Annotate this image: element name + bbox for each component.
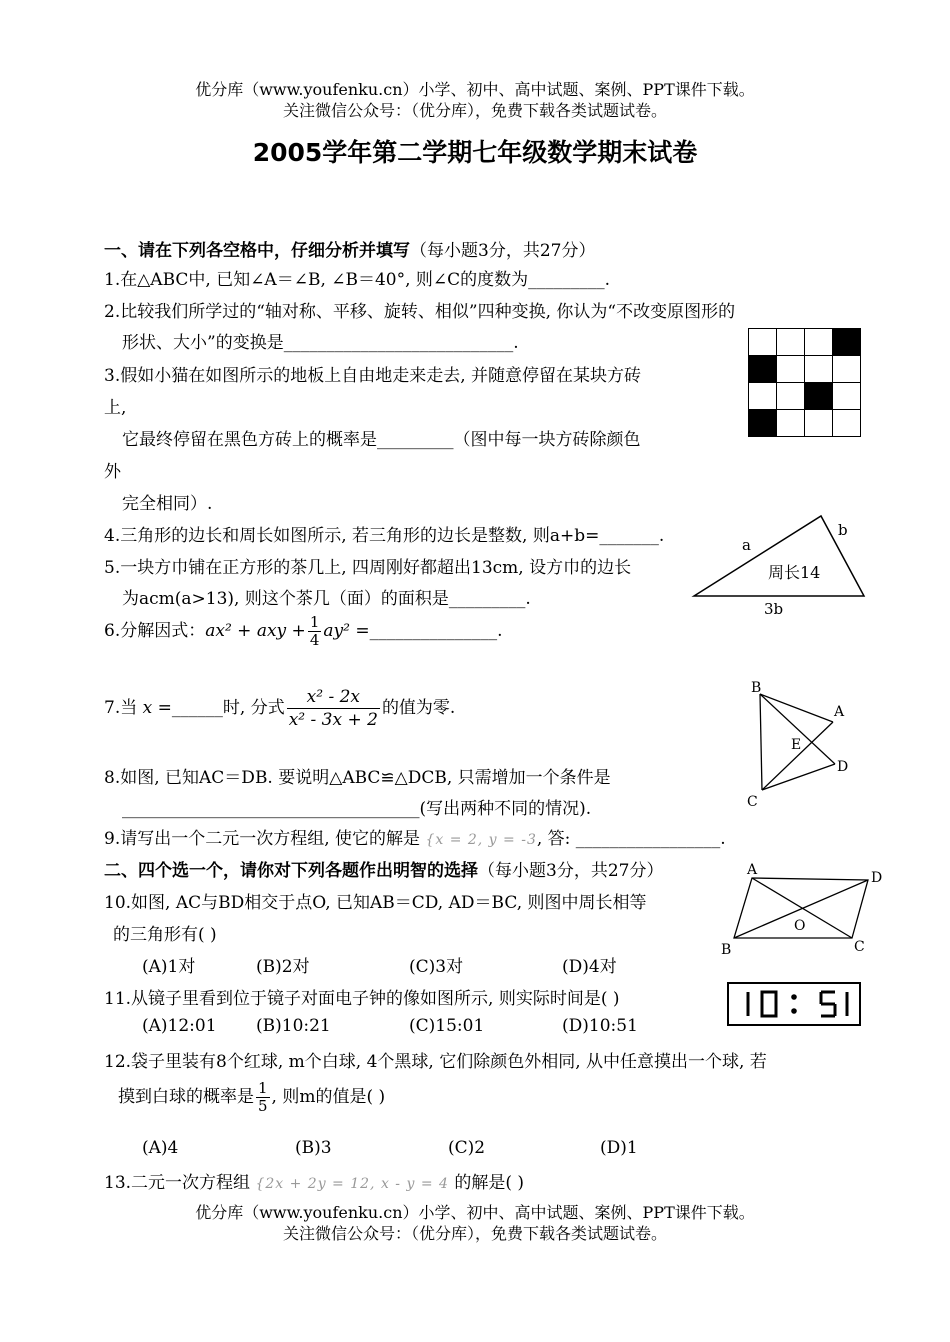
- question-9-system: {x = 2, y = -3: [425, 832, 537, 848]
- question-13-prefix: 13.二元一次方程组: [104, 1173, 251, 1193]
- tile-floor-figure: [748, 328, 861, 437]
- triangle-label-b: b: [838, 521, 848, 539]
- question-6-frac-num: 1: [309, 613, 320, 631]
- question-13: [104, 1168, 524, 1193]
- question-6-frac-den: 4: [309, 631, 320, 649]
- section-2-heading: [104, 856, 663, 881]
- q8-label-A: A: [834, 704, 845, 720]
- question-12-frac-den: 5: [258, 1097, 268, 1115]
- question-3-line-4: 外: [104, 462, 121, 482]
- section-2-note: （每小题3分，共27分）: [478, 861, 664, 881]
- triangle-label-a: a: [742, 536, 751, 554]
- question-10-option-c: (C)3对: [409, 957, 464, 977]
- question-12-fraction: [256, 1080, 270, 1115]
- question-7-suffix: 的值为零.: [381, 698, 456, 718]
- header-line-1: 优分库（www.youfenku.cn）小学、初中、高中试题、案例、PPT课件下载。: [195, 80, 755, 99]
- question-12-line-1: 12.袋子里装有8个红球, m个白球, 4个黑球, 它们除颜色外相同, 从中任意摸出一个球, 若: [104, 1052, 767, 1072]
- question-1: 1.在△ABC中, 已知∠A＝∠B, ∠B＝40°, 则∠C的度数为_________.: [104, 270, 611, 290]
- question-7: [104, 686, 455, 731]
- q8-label-C: C: [747, 794, 758, 810]
- question-6-prefix: 6.分解因式：: [104, 621, 206, 641]
- section-1-note: （每小题3分，共27分）: [410, 241, 596, 261]
- question-2-line-2: 形状、大小”的变换是___________________________.: [122, 333, 519, 353]
- question-3-line-3: 它最终停留在黑色方砖上的概率是_________（图中每一块方砖除颜色: [122, 430, 641, 450]
- parallelogram-figure: [714, 858, 889, 960]
- question-10-option-d: (D)4对: [562, 957, 617, 977]
- question-7-var: x =: [142, 698, 172, 718]
- question-10-option-a: (A)1对: [142, 957, 196, 977]
- triangle-label-3b: 3b: [764, 600, 784, 618]
- mirror-clock-figure: [727, 982, 861, 1026]
- clock-digits-icon: [729, 984, 859, 1024]
- q10-label-D: D: [871, 870, 883, 886]
- question-3-line-1: 3.假如小猫在如图所示的地板上自由地走来走去, 并随意停留在某块方砖: [104, 366, 642, 386]
- question-12-suffix: , 则m的值是( ): [271, 1087, 386, 1107]
- section-1-heading: [104, 236, 595, 261]
- triangle-perimeter-label: 周长14: [768, 563, 821, 582]
- page-title: 2005学年第二学期七年级数学期末试卷: [252, 138, 698, 167]
- question-4: 4.三角形的边长和周长如图所示, 若三角形的边长是整数, 则a+b=_______.: [104, 526, 665, 546]
- q8-label-D: D: [837, 759, 849, 775]
- question-12-option-d: (D)1: [600, 1138, 638, 1158]
- question-6-term-1: ax² + axy +: [205, 621, 306, 641]
- question-5-line-2: 为acm(a>13), 则这个茶几（面）的面积是_________.: [122, 589, 531, 609]
- question-12-frac-num: 1: [258, 1079, 268, 1097]
- question-7-numerator: x² - 2x: [287, 686, 380, 709]
- section-1-title: 一、请在下列各空格中，仔细分析并填写: [104, 241, 410, 261]
- header-line-2: 关注微信公众号：（优分库），免费下载各类试题试卷。: [282, 101, 667, 120]
- question-12-option-b: (B)3: [295, 1138, 332, 1158]
- question-11-option-c: (C)15:01: [409, 1016, 485, 1036]
- question-3-line-2: 上,: [104, 398, 127, 418]
- q10-label-O: O: [794, 918, 806, 934]
- question-9: [104, 824, 726, 849]
- question-7-fraction: [287, 686, 380, 731]
- question-8-line-2: ___________________________________(写出两种不同的情况).: [122, 799, 592, 819]
- section-2-title: 二、四个选一个，请你对下列各题作出明智的选择: [104, 861, 478, 881]
- question-9-prefix: 9.请写出一个二元一次方程组, 使它的解是: [104, 829, 421, 849]
- q10-label-A: A: [747, 862, 758, 878]
- question-6: [104, 614, 502, 649]
- question-3-line-5: 完全相同）.: [122, 494, 213, 514]
- question-13-suffix: 的解是( ): [454, 1173, 525, 1193]
- q10-label-B: B: [721, 942, 732, 958]
- question-11-option-b: (B)10:21: [256, 1016, 331, 1036]
- question-12-line-2: [118, 1080, 385, 1115]
- question-6-term-2: ay²: [323, 621, 350, 641]
- question-11-option-d: (D)10:51: [562, 1016, 638, 1036]
- question-8-line-1: 8.如图, 已知AC＝DB. 要说明△ABC≌△DCB, 只需增加一个条件是: [104, 768, 611, 788]
- question-7-prefix: 7.当: [104, 698, 138, 718]
- question-12-option-c: (C)2: [448, 1138, 486, 1158]
- question-9-suffix: , 答: _________________.: [536, 829, 726, 849]
- question-12-prefix: 摸到白球的概率是: [118, 1087, 254, 1107]
- q8-label-B: B: [751, 680, 762, 696]
- question-12-option-a: (A)4: [142, 1138, 179, 1158]
- question-2-line-1: 2.比较我们所学过的“轴对称、平移、旋转、相似”四种变换, 你认为“不改变原图形的: [104, 302, 736, 322]
- quadrilateral-figure-q8: [740, 676, 855, 811]
- question-7-blank: ______时, 分式: [171, 698, 285, 718]
- q10-label-C: C: [854, 939, 865, 955]
- question-5-line-1: 5.一块方巾铺在正方形的茶几上, 四周刚好都超出13cm, 设方巾的边长: [104, 558, 632, 578]
- footer-line-1: 优分库（www.youfenku.cn）小学、初中、高中试题、案例、PPT课件下载。: [195, 1203, 755, 1222]
- q8-label-E: E: [791, 737, 802, 753]
- footer-line-2: 关注微信公众号：（优分库），免费下载各类试题试卷。: [282, 1224, 667, 1243]
- triangle-figure: [688, 510, 878, 622]
- question-13-system: {2x + 2y = 12, x - y = 4: [255, 1176, 449, 1192]
- question-10-line-1: 10.如图, AC与BD相交于点O, 已知AB＝CD, AD＝BC, 则图中周长相等: [104, 893, 647, 913]
- question-6-suffix: =_______________.: [355, 621, 503, 641]
- question-11: 11.从镜子里看到位于镜子对面电子钟的像如图所示, 则实际时间是( ): [104, 989, 620, 1009]
- question-10-line-2: 的三角形有( ): [113, 925, 217, 945]
- question-11-option-a: (A)12:01: [142, 1016, 217, 1036]
- question-6-fraction: [308, 614, 322, 649]
- question-7-denominator: x² - 3x + 2: [288, 710, 378, 730]
- question-10-option-b: (B)2对: [256, 957, 310, 977]
